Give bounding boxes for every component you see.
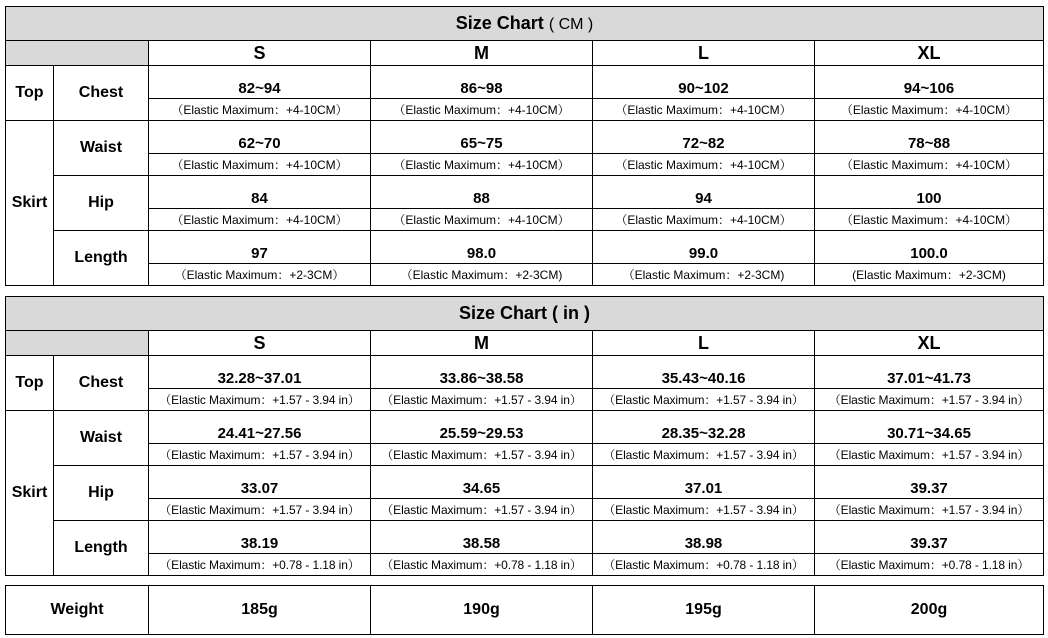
cm-title-unit: ( CM ) <box>548 16 594 33</box>
elastic-note: （Elastic Maximum：+2-3CM) <box>593 264 815 286</box>
group-label-skirt: Skirt <box>6 121 54 286</box>
elastic-note: （Elastic Maximum：+4-10CM） <box>815 154 1044 176</box>
size-header-s: S <box>149 331 371 356</box>
measure-label-chest: Chest <box>54 66 149 121</box>
value-cell: 97 <box>149 231 371 264</box>
weight-value-l: 195g <box>593 586 815 635</box>
value-cell: 34.65 <box>371 466 593 499</box>
value-cell: 72~82 <box>593 121 815 154</box>
value-cell: 86~98 <box>371 66 593 99</box>
value-cell: 33.07 <box>149 466 371 499</box>
elastic-note: （Elastic Maximum：+1.57 - 3.94 in） <box>593 499 815 521</box>
size-header-s: S <box>149 41 371 66</box>
measure-label-length: Length <box>54 521 149 576</box>
size-header-m: M <box>371 331 593 356</box>
elastic-note: （Elastic Maximum：+4-10CM） <box>371 154 593 176</box>
value-cell: 38.98 <box>593 521 815 554</box>
measure-label-length: Length <box>54 231 149 286</box>
weight-value-m: 190g <box>371 586 593 635</box>
value-cell: 35.43~40.16 <box>593 356 815 389</box>
measure-label-hip: Hip <box>54 466 149 521</box>
value-cell: 24.41~27.56 <box>149 411 371 444</box>
measure-label-chest: Chest <box>54 356 149 411</box>
value-cell: 100.0 <box>815 231 1044 264</box>
value-cell: 94 <box>593 176 815 209</box>
value-cell: 99.0 <box>593 231 815 264</box>
value-cell: 38.19 <box>149 521 371 554</box>
weight-label: Weight <box>6 586 149 635</box>
elastic-note: （Elastic Maximum：+1.57 - 3.94 in） <box>815 444 1044 466</box>
value-cell: 39.37 <box>815 466 1044 499</box>
value-cell: 65~75 <box>371 121 593 154</box>
value-cell: 39.37 <box>815 521 1044 554</box>
elastic-note: （Elastic Maximum：+4-10CM） <box>593 99 815 121</box>
value-cell: 82~94 <box>149 66 371 99</box>
elastic-note: （Elastic Maximum：+4-10CM） <box>371 99 593 121</box>
measure-label-waist: Waist <box>54 411 149 466</box>
elastic-note: （Elastic Maximum：+1.57 - 3.94 in） <box>149 444 371 466</box>
cm-title-text: Size Chart <box>455 13 544 33</box>
value-cell: 38.58 <box>371 521 593 554</box>
group-label-top: Top <box>6 66 54 121</box>
size-header-m: M <box>371 41 593 66</box>
value-cell: 37.01~41.73 <box>815 356 1044 389</box>
value-cell: 28.35~32.28 <box>593 411 815 444</box>
elastic-note: （Elastic Maximum：+1.57 - 3.94 in） <box>371 389 593 411</box>
elastic-note: （Elastic Maximum：+2-3CM) <box>371 264 593 286</box>
elastic-note: （Elastic Maximum：+4-10CM） <box>149 154 371 176</box>
value-cell: 25.59~29.53 <box>371 411 593 444</box>
elastic-note: （Elastic Maximum：+0.78 - 1.18 in） <box>593 554 815 576</box>
value-cell: 32.28~37.01 <box>149 356 371 389</box>
elastic-note: （Elastic Maximum：+4-10CM） <box>815 99 1044 121</box>
value-cell: 100 <box>815 176 1044 209</box>
size-chart-in-table <box>5 296 1044 576</box>
weight-value-s: 185g <box>149 586 371 635</box>
elastic-note: （Elastic Maximum：+2-3CM） <box>149 264 371 286</box>
elastic-note: （Elastic Maximum：+4-10CM） <box>149 209 371 231</box>
value-cell: 98.0 <box>371 231 593 264</box>
value-cell: 78~88 <box>815 121 1044 154</box>
value-cell: 88 <box>371 176 593 209</box>
value-cell: 30.71~34.65 <box>815 411 1044 444</box>
size-header-xl: XL <box>815 331 1044 356</box>
weight-table <box>5 585 1044 635</box>
elastic-note: （Elastic Maximum：+1.57 - 3.94 in） <box>371 499 593 521</box>
elastic-note: （Elastic Maximum：+4-10CM） <box>149 99 371 121</box>
elastic-note: （Elastic Maximum：+1.57 - 3.94 in） <box>371 444 593 466</box>
measure-label-waist: Waist <box>54 121 149 176</box>
header-blank-cell <box>6 41 149 66</box>
elastic-note: （Elastic Maximum：+4-10CM） <box>593 209 815 231</box>
elastic-note: （Elastic Maximum：+1.57 - 3.94 in） <box>815 499 1044 521</box>
in-table-title: Size Chart ( in ) <box>6 297 1044 331</box>
group-label-top: Top <box>6 356 54 411</box>
elastic-note: （Elastic Maximum：+1.57 - 3.94 in） <box>149 499 371 521</box>
size-header-l: L <box>593 41 815 66</box>
cm-table-title <box>6 7 1044 41</box>
value-cell: 33.86~38.58 <box>371 356 593 389</box>
measure-label-hip: Hip <box>54 176 149 231</box>
elastic-note: （Elastic Maximum：+0.78 - 1.18 in） <box>149 554 371 576</box>
elastic-note: （Elastic Maximum：+0.78 - 1.18 in） <box>371 554 593 576</box>
weight-value-xl: 200g <box>815 586 1044 635</box>
value-cell: 84 <box>149 176 371 209</box>
value-cell: 90~102 <box>593 66 815 99</box>
elastic-note: （Elastic Maximum：+1.57 - 3.94 in） <box>149 389 371 411</box>
elastic-note: （Elastic Maximum：+4-10CM） <box>815 209 1044 231</box>
group-label-skirt: Skirt <box>6 411 54 576</box>
elastic-note: （Elastic Maximum：+4-10CM） <box>593 154 815 176</box>
size-header-l: L <box>593 331 815 356</box>
size-chart-cm-table <box>5 6 1044 286</box>
elastic-note: （Elastic Maximum：+1.57 - 3.94 in） <box>593 389 815 411</box>
elastic-note: （Elastic Maximum：+1.57 - 3.94 in） <box>593 444 815 466</box>
elastic-note: （Elastic Maximum：+4-10CM） <box>371 209 593 231</box>
elastic-note: (Elastic Maximum：+2-3CM) <box>815 264 1044 286</box>
size-header-xl: XL <box>815 41 1044 66</box>
value-cell: 37.01 <box>593 466 815 499</box>
elastic-note: （Elastic Maximum：+0.78 - 1.18 in） <box>815 554 1044 576</box>
value-cell: 62~70 <box>149 121 371 154</box>
value-cell: 94~106 <box>815 66 1044 99</box>
header-blank-cell <box>6 331 149 356</box>
elastic-note: （Elastic Maximum：+1.57 - 3.94 in） <box>815 389 1044 411</box>
